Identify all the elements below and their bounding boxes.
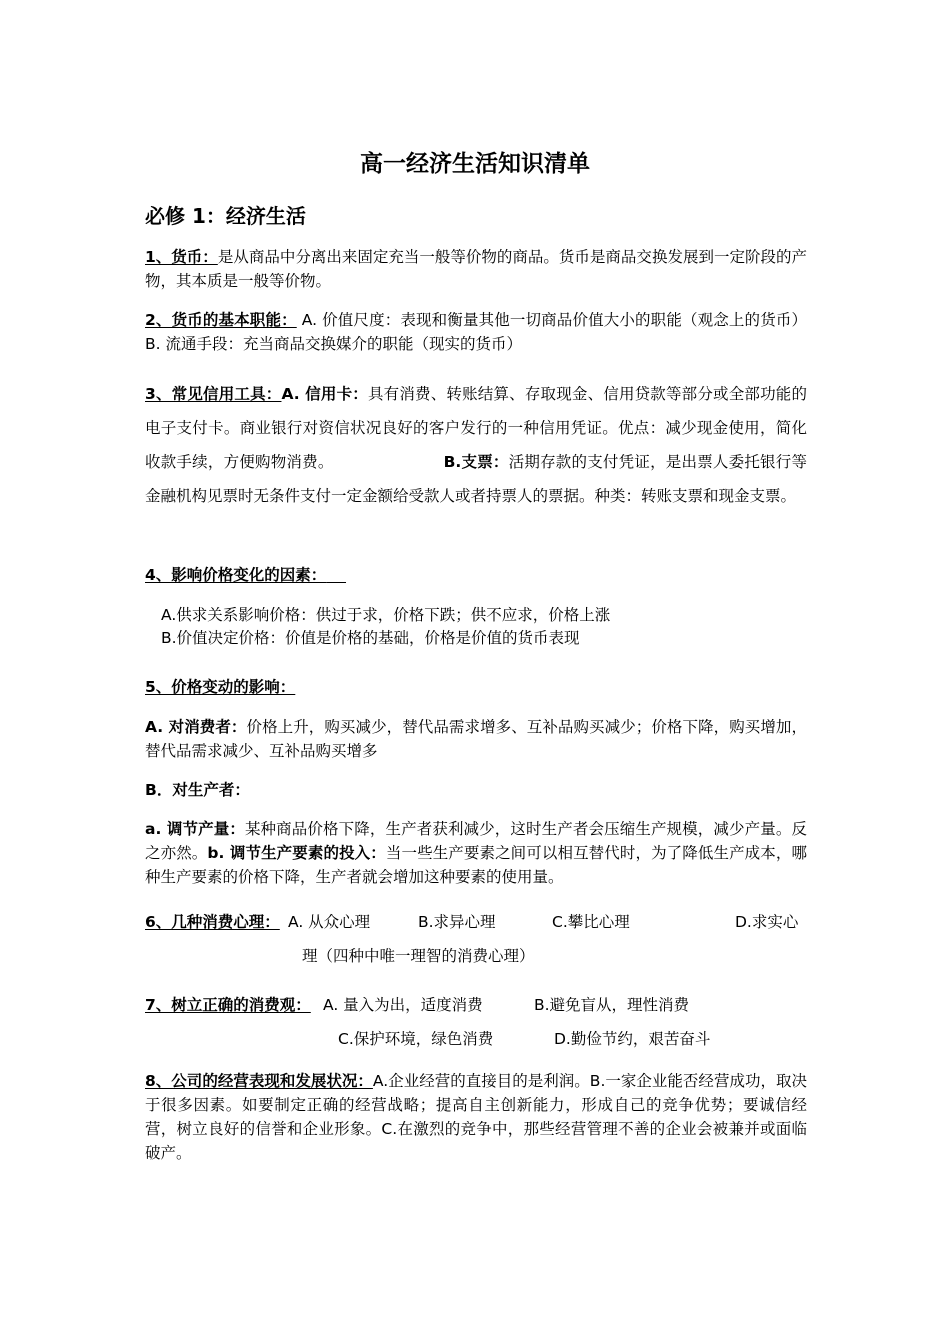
item-consumer-psychology [145, 910, 807, 934]
item-heading: 7、树立正确的消费观： [145, 996, 311, 1014]
psychology-option-c: C.攀比心理 [552, 913, 630, 931]
price-factor-a: A.供求关系影响价格：供过于求，价格下跌；供不应求，价格上涨 [161, 606, 611, 624]
psychology-option-d-cont: 理（四种中唯一理智的消费心理） [302, 947, 535, 965]
section-heading: 必修 1：经济生活 [145, 204, 306, 228]
item-credit-tools [145, 377, 807, 513]
consumers-body: 价格上升，购买减少，替代品需求增多、互补品购买减少；价格下降，购买增加，替代品需求减少、互补品购买增多 [145, 718, 807, 760]
view-option-a: A. 量入为出，适度消费 [323, 996, 483, 1014]
item-heading: 4、影响价格变化的因素： [145, 566, 327, 584]
item-price-change-heading [145, 675, 807, 699]
adjust-output-label: a. 调节产量： [145, 820, 245, 838]
effect-on-producers [145, 817, 807, 889]
consumers-label: A. 对消费者： [145, 718, 247, 736]
effect-on-consumers [145, 715, 807, 763]
item-heading: 1、货币： [145, 248, 218, 266]
item-body: 是从商品中分离出来固定充当一般等价物的商品。货币是商品交换发展到一定阶段的产物，其本质是一般等价物。 [145, 248, 807, 290]
item-consumption-view-row2 [145, 1027, 807, 1051]
item-heading: 8、公司的经营表现和发展状况： [145, 1072, 373, 1090]
item-heading: 6、几种消费心理： [145, 913, 280, 931]
effect-on-producers-label: B．对生产者： [145, 781, 250, 799]
cheque-body: 活期存款的支付凭证，是出票人委托银行等金融机构见票时无条件支付一定金额给受款人或者持票人的票据。种类：转账支票和现金支票。 [145, 453, 807, 505]
psychology-option-a: A. 从众心理 [288, 913, 371, 931]
price-factor-b: B.价值决定价格：价值是价格的基础，价格是价值的货币表现 [161, 629, 580, 647]
psychology-option-d: D.求实心 [735, 913, 799, 931]
item-heading: 3、常见信用工具： [145, 385, 282, 403]
item-body: A. 价值尺度：表现和衡量其他一切商品价值大小的职能（观念上的货币） B. 流通手段：充当商品交换媒介的职能（现实的货币） [145, 311, 807, 353]
view-option-c: C.保护环境，绿色消费 [338, 1030, 494, 1048]
item-body: A.企业经营的直接目的是利润。B.一家企业能否经营成功，取决于很多因素。如要制定正确的经营战略；提高自主创新能力，形成自己的竞争优势；要诚信经营，树立良好的信誉和企业形象。C.在激烈的竞争中，那些经营管理不善的企业会被兼并或面临破产。 [145, 1072, 807, 1162]
item-currency [145, 245, 807, 293]
item-currency-functions [145, 308, 807, 356]
item-price-factors-heading [145, 563, 807, 587]
adjust-output-body: 某种商品价格下降，生产者获利减少，这时生产者会压缩生产规模，减少产量。反之亦然。 [145, 820, 807, 862]
psychology-option-b: B.求异心理 [418, 913, 496, 931]
item-consumption-view [145, 993, 807, 1017]
item-heading: 2、货币的基本职能： [145, 311, 297, 329]
adjust-inputs-label: b. 调节生产要素的投入： [207, 844, 386, 862]
item-company-performance [145, 1069, 807, 1165]
view-option-b: B.避免盲从，理性消费 [534, 996, 690, 1014]
credit-card-label: A. 信用卡： [281, 385, 368, 403]
view-option-d: D.勤俭节约，艰苦奋斗 [554, 1030, 711, 1048]
page-title: 高一经济生活知识清单 [360, 151, 590, 177]
item-heading: 5、价格变动的影响： [145, 678, 296, 696]
adjust-inputs-body: 当一些生产要素之间可以相互替代时，为了降低生产成本，哪种生产要素的价格下降，生产者就会增加这种要素的使用量。 [145, 844, 807, 886]
credit-card-body: 具有消费、转账结算、存取现金、信用贷款等部分或全部功能的电子支付卡。商业银行对资信状况良好的客户发行的一种信用凭证。优点：减少现金使用，简化收款手续，方便购物消费。 [145, 385, 807, 471]
cheque-label: B.支票： [443, 453, 509, 471]
